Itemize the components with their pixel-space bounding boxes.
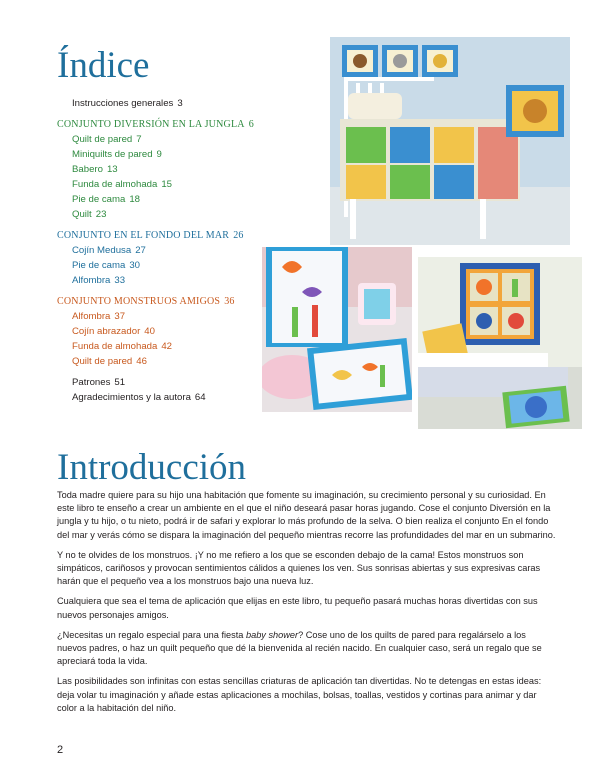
toc-entry[interactable] (57, 162, 317, 177)
toc-section-page: 36 (224, 296, 235, 307)
paragraph-text: Cualquiera que sea el tema de aplicación que elijas en este libro, tu pequeño pasará muchas horas divertidas con sus nuevos personajes amigos. (57, 596, 538, 620)
toc-section-sea[interactable] (57, 228, 317, 243)
toc-entry-label: Alfombra (72, 275, 111, 286)
toc-entry-page: 40 (144, 326, 155, 337)
toc-section-page: 6 (248, 119, 254, 130)
toc-entry-page: 3 (177, 98, 183, 109)
jungle-bedroom-photo (330, 37, 570, 245)
toc-entry-label: Patrones (72, 377, 111, 388)
paragraph-text: Las posibilidades son infinitas con estas sencillas criaturas de aplicación tan divertidas. No te detengas en estas ideas: deja volar tu imaginación y añade estas aplicaciones a mochilas, bolsas, toallas, vestidos y cortinas para animar y dar color a la habitación del niño. (57, 676, 542, 713)
page-number: 2 (57, 744, 64, 756)
toc-entry-label: Quilt de pared (72, 356, 133, 367)
toc-section-title: CONJUNTO EN EL FONDO DEL MAR (57, 230, 230, 241)
toc-entry-page: 23 (95, 209, 107, 220)
sea-theme-photo (262, 247, 412, 412)
toc-entry-page: 46 (136, 356, 147, 367)
toc-section-title: CONJUNTO DIVERSIÓN EN LA JUNGLA (57, 119, 245, 130)
paragraph-text: ? Cose uno de los quilts de pared para regalárselo a los nuevos padres, o haz un quilt pequeño que dé la bienvenida al recién nacido. En cualquier caso, será un regalo que se apreciará toda la vida. (57, 629, 542, 667)
toc-entry-label: Cojín abrazador (72, 326, 141, 337)
toc-section-page: 26 (233, 230, 244, 241)
toc-entry-page: 27 (135, 245, 146, 256)
toc-entry[interactable] (57, 192, 317, 207)
paragraph-emphasis: baby shower (245, 629, 299, 640)
toc-entry-label: Alfombra (72, 311, 111, 322)
monster-theme-photo (418, 257, 582, 429)
toc-entry[interactable] (57, 96, 317, 111)
toc-entry-label: Quilt (72, 209, 92, 220)
paragraph-text: ¿Necesitas un regalo especial para una fiesta (57, 629, 246, 640)
toc-entry-label: Pie de cama (72, 194, 126, 205)
toc-entry-label: Agradecimientos y la autora (72, 392, 191, 403)
toc-entry-label: Miniquilts de pared (72, 149, 153, 160)
paragraph-text: Y no te olvides de los monstruos. ¡Y no me refiero a los que se esconden debajo de la cama! Estos monstruos son simpáticos, cariñosos y provocan sentimientos cálidos a quienes los ven. Sus sonrisas abiertas y sus expresivas caras harán que el pequeño vea a los monstruos bajo una nueva luz. (57, 549, 541, 587)
paragraph (57, 549, 557, 589)
toc-entry[interactable] (57, 207, 317, 222)
toc-entry-page: 64 (194, 392, 206, 403)
paragraph (57, 489, 557, 542)
toc-entry-page: 7 (136, 134, 142, 145)
paragraph (57, 595, 557, 621)
toc-entry-page: 42 (161, 341, 173, 352)
toc-entry-page: 51 (114, 377, 126, 388)
toc-entry-label: Instrucciones generales (72, 98, 174, 109)
toc-entry[interactable] (57, 132, 317, 147)
toc-entry-page: 15 (161, 179, 173, 190)
toc-entry-page: 30 (129, 260, 140, 271)
toc-entry-label: Pie de cama (72, 260, 126, 271)
introduction-title: Introducción (57, 447, 247, 488)
toc-entry[interactable] (57, 177, 317, 192)
toc-entry[interactable] (57, 147, 317, 162)
toc-entry-label: Cojín Medusa (72, 245, 132, 256)
toc-entry-page: 33 (114, 275, 126, 286)
toc-section-title: CONJUNTO MONSTRUOS AMIGOS (57, 296, 221, 307)
toc-section-jungle[interactable] (57, 117, 317, 132)
toc-entry-page: 9 (156, 149, 162, 160)
introduction-body (57, 489, 557, 722)
paragraph-text: Toda madre quiere para su hijo una habitación que fomente su imaginación, su crecimiento personal y su curiosidad. En este libro te enseño a crear un ambiente en el que el niño deseará pasar horas jugando. Cose el conjunto Diversión en la jungla y tu hijo, o tu nieto, podrá ir de safari y explorar lo más profundo de la selva. O bien realiza el conjunto En el fondo del mar y verás cómo se dispara la imaginación del pequeño mientras recorre las profundidades del mar en un submarino. (57, 490, 556, 540)
toc-entry-label: Funda de almohada (72, 179, 158, 190)
toc-entry-page: 37 (114, 311, 126, 322)
toc-entry-label: Funda de almohada (72, 341, 158, 352)
toc-entry-label: Babero (72, 164, 103, 175)
toc-entry-page: 13 (106, 164, 118, 175)
toc-entry-page: 18 (129, 194, 140, 205)
toc-entry-label: Quilt de pared (72, 134, 133, 145)
paragraph (57, 629, 557, 669)
index-title: Índice (57, 45, 150, 86)
paragraph (57, 675, 557, 715)
